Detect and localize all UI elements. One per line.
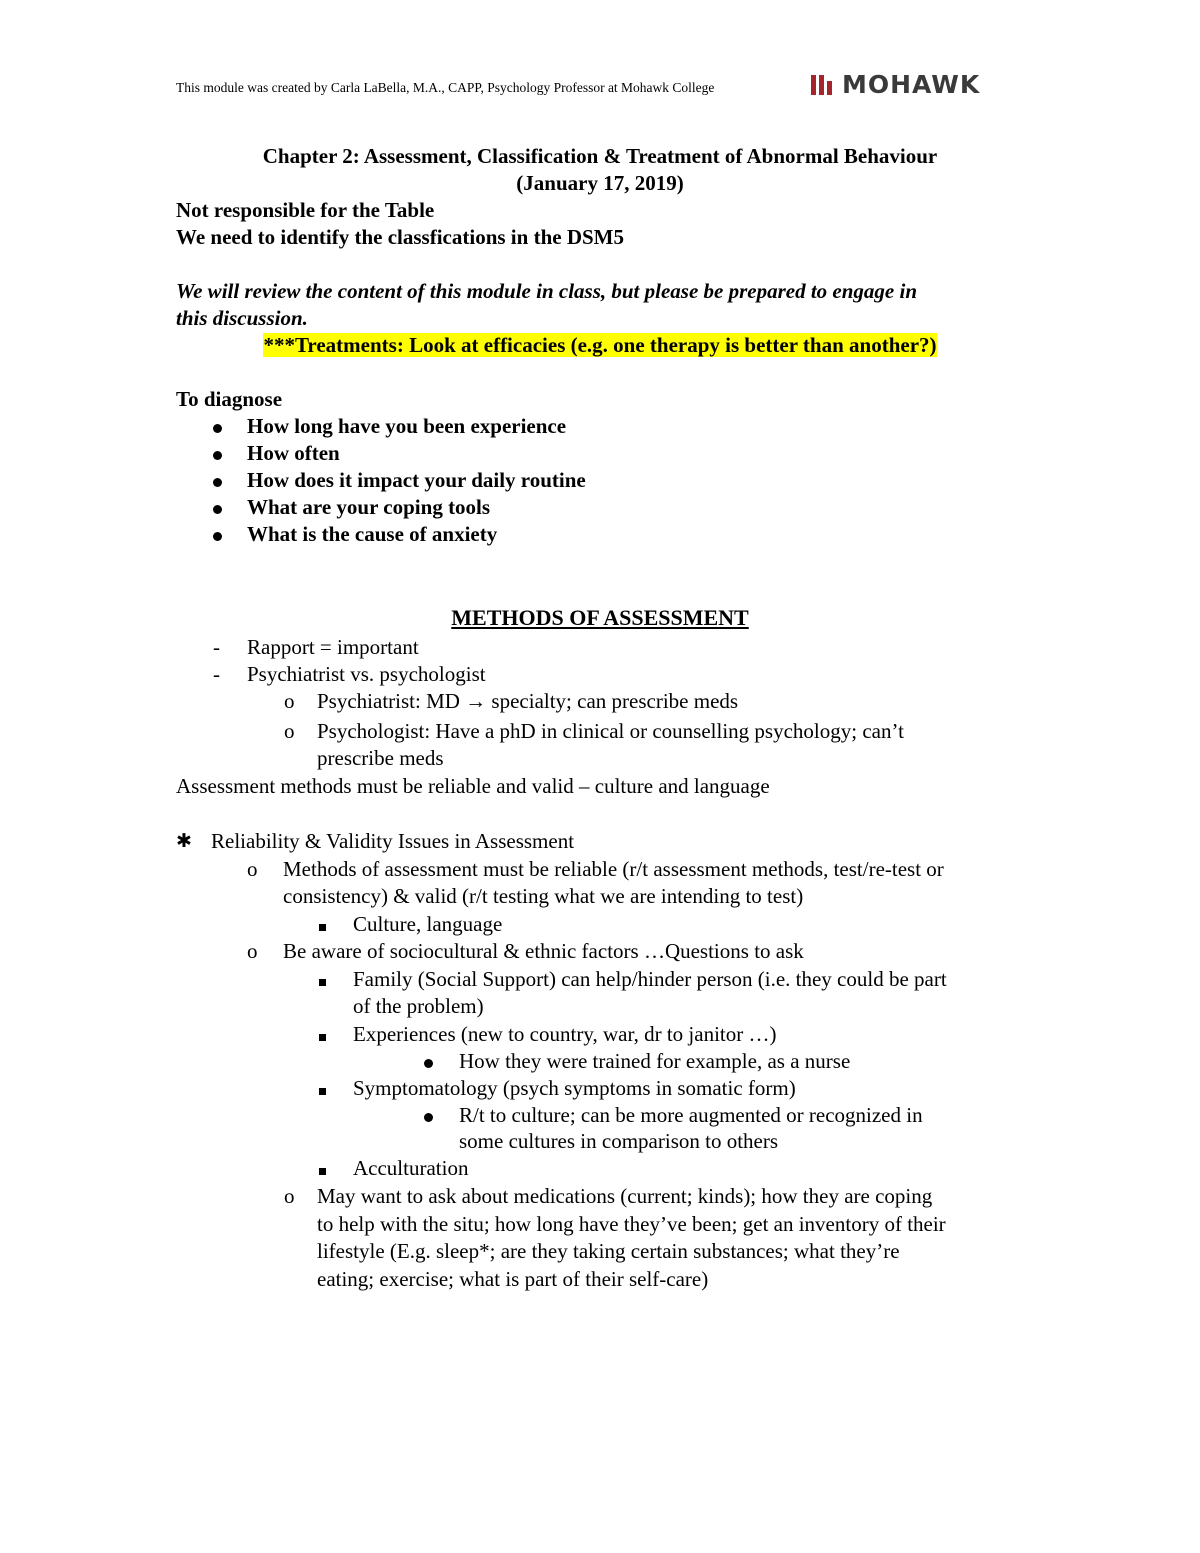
circle-bullet-icon: o xyxy=(284,689,295,713)
circle-bullet-icon: o xyxy=(247,857,258,881)
note-not-responsible: Not responsible for the Table xyxy=(176,198,435,222)
note-review-line-2: this discussion. xyxy=(176,306,308,330)
family-item: Family (Social Support) can help/hinder person (i.e. they could be part xyxy=(353,967,947,991)
chapter-title: Chapter 2: Assessment, Classification & Treatment of Abnormal Behaviour xyxy=(262,144,938,168)
aware-item: Be aware of sociocultural & ethnic factors …Questions to ask xyxy=(283,939,804,963)
diagnose-heading: To diagnose xyxy=(176,387,283,411)
diagnose-item: How does it impact your daily routine xyxy=(247,468,586,492)
rt-culture-item: R/t to culture; can be more augmented or recognized in xyxy=(459,1103,923,1127)
trained-item: How they were trained for example, as a nurse xyxy=(459,1049,851,1073)
bullet-icon xyxy=(424,1048,433,1075)
bullet-icon xyxy=(213,440,222,467)
square-bullet-icon xyxy=(319,966,326,993)
square-bullet-icon xyxy=(319,1075,326,1102)
circle-bullet-icon: o xyxy=(284,1184,295,1208)
treatments-highlight: ***Treatments: Look at efficacies (e.g. one therapy is better than another?) xyxy=(263,333,937,357)
bullet-icon xyxy=(213,413,222,440)
family-item-cont: of the problem) xyxy=(353,994,484,1018)
diagnose-item: How long have you been experience xyxy=(247,414,567,438)
square-bullet-icon xyxy=(319,1021,326,1048)
square-bullet-icon xyxy=(319,911,326,938)
medications-item-cont-1: to help with the situ; how long have they’ve been; get an inventory of their xyxy=(317,1212,946,1236)
circle-bullet-icon: o xyxy=(284,719,295,743)
dash-icon: - xyxy=(213,635,220,659)
diagnose-item: What is the cause of anxiety xyxy=(247,522,498,546)
chapter-date: (January 17, 2019) xyxy=(516,171,684,195)
methods-heading: METHODS OF ASSESSMENT xyxy=(451,605,749,630)
circle-bullet-icon: o xyxy=(247,939,258,963)
bullet-icon xyxy=(213,494,222,521)
psychologist-item-cont: prescribe meds xyxy=(317,746,444,770)
logo-mark-icon xyxy=(811,75,832,95)
page-header xyxy=(176,68,1016,108)
medications-item-cont-2: lifestyle (E.g. sleep*; are they taking certain substances; what they’re xyxy=(317,1239,900,1263)
note-identify: We need to identify the classfications in the DSM5 xyxy=(176,225,624,249)
star-bullet-icon: ✱ xyxy=(176,831,192,852)
reliable-valid-note: Assessment methods must be reliable and valid – culture and language xyxy=(176,774,770,798)
psychiatrist-item: Psychiatrist: MD → specialty; can prescribe meds xyxy=(317,689,739,713)
psych-vs-item: Psychiatrist vs. psychologist xyxy=(247,662,486,686)
culture-language-item: Culture, language xyxy=(353,912,503,936)
diagnose-item: What are your coping tools xyxy=(247,495,491,519)
reliability-heading: Reliability & Validity Issues in Assessment xyxy=(211,829,575,853)
methods-reliable-item: Methods of assessment must be reliable (r/t assessment methods, test/re-test or xyxy=(283,857,944,881)
rt-culture-item-cont: some cultures in comparison to others xyxy=(459,1129,779,1153)
dash-icon: - xyxy=(213,662,220,686)
medications-item-cont-3: eating; exercise; what is part of their self-care) xyxy=(317,1267,709,1291)
psychologist-item: Psychologist: Have a phD in clinical or counselling psychology; can’t xyxy=(317,719,904,743)
bullet-icon xyxy=(213,467,222,494)
methods-reliable-cont: consistency) & valid (r/t testing what we are intending to test) xyxy=(283,884,804,908)
bullet-icon xyxy=(424,1102,433,1129)
mohawk-logo xyxy=(811,70,980,99)
treatments-note xyxy=(0,332,1200,359)
bullet-icon xyxy=(213,521,222,548)
experiences-item: Experiences (new to country, war, dr to janitor …) xyxy=(353,1022,777,1046)
symptomatology-item: Symptomatology (psych symptoms in somatic form) xyxy=(353,1076,796,1100)
note-review-line-1: We will review the content of this module in class, but please be prepared to engage in xyxy=(176,279,918,303)
logo-text: MOHAWK xyxy=(842,70,981,99)
diagnose-item: How often xyxy=(247,441,340,465)
rapport-item: Rapport = important xyxy=(247,635,419,659)
square-bullet-icon xyxy=(319,1155,326,1182)
acculturation-item: Acculturation xyxy=(353,1156,469,1180)
medications-item: May want to ask about medications (current; kinds); how they are coping xyxy=(317,1184,933,1208)
header-credit: This module was created by Carla LaBella, M.A., CAPP, Psychology Professor at Mohawk College xyxy=(176,80,715,95)
